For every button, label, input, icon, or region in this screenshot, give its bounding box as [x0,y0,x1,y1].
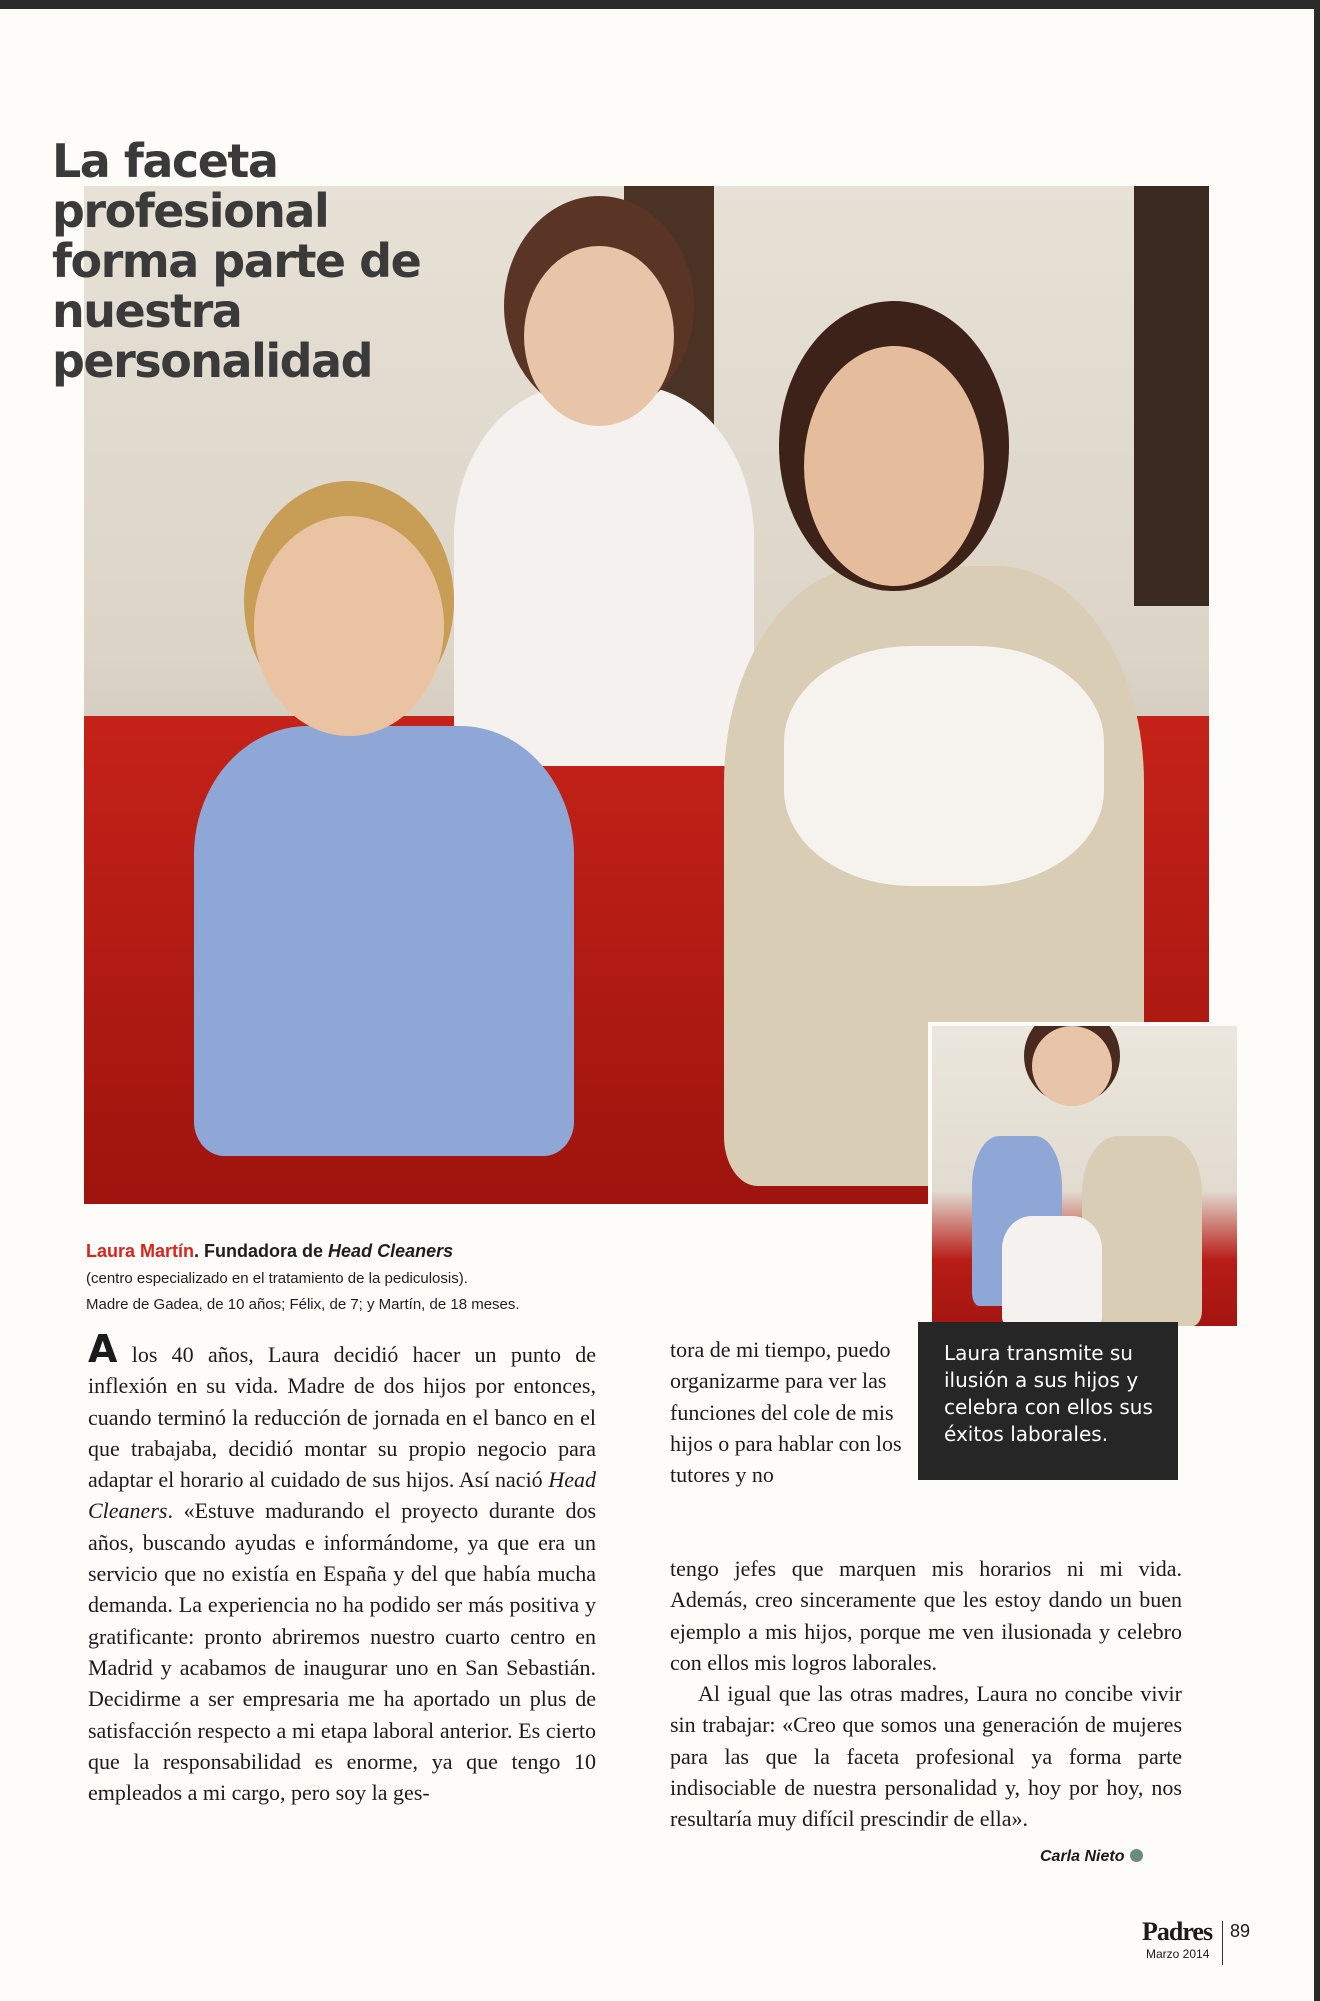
caption-company: Head Cleaners [328,1241,454,1261]
caption-role: . Fundadora de [194,1241,329,1261]
footer-divider [1222,1921,1223,1965]
caption-description: (centro especializado en el tratamiento de la pediculosis). [86,1270,468,1287]
article-column-right [670,1553,1182,1835]
end-mark-icon [1130,1849,1143,1862]
page-number: 89 [1230,1921,1251,1941]
author-signature [1040,1848,1143,1866]
issue-date: Marzo 2014 [1146,1947,1210,1961]
right-border [1314,0,1320,2001]
inset-photo [928,1022,1237,1326]
magazine-logo: Padres [1142,1917,1213,1946]
photo-boy [194,726,574,1156]
body-company-name: Head Cleaners [88,1467,596,1524]
photo-door-frame [1134,186,1209,606]
drop-cap: A [88,1327,118,1371]
inset-caption: Laura transmite su ilusión a sus hijos y celebra con ellos sus éxitos laborales. [918,1322,1178,1480]
photo-boy-head [254,516,444,736]
photo-mother-head [804,346,984,586]
photo-girl-head [524,246,674,426]
top-border [0,0,1320,9]
page-title: La faceta profesional forma parte de nuestra personalidad [52,134,421,388]
article-column-left [88,1327,596,1808]
inset-photo-girl [1032,1026,1112,1106]
body-paragraph: Al igual que las otras madres, Laura no concibe vivir sin trabajar: «Creo que somos una generación de mujeres para las que la faceta profesional ya forma parte indisociable de nuestra personalidad y, hoy por hoy, nos resultaría muy difícil prescindir de ella». [670,1681,1182,1832]
caption-children: Madre de Gadea, de 10 años; Félix, de 7; y Martín, de 18 meses. [86,1296,520,1313]
photo-girl [454,386,754,766]
body-text-left-1: los 40 años, Laura decidió hacer un punto de inflexión en su vida. Madre de dos hijos por entonces, cuando terminó la reducción de jornada en el banco en el que trabajaba, decidió montar su propio negocio para adaptar el horario al cuidado de sus hijos. Así nació [88,1342,596,1493]
photo-baby [784,646,1104,886]
inset-photo-baby [1002,1216,1102,1326]
article-column-mid: tora de mi tiempo, puedo organizarme para ver las funciones del cole de mis hijos o para hablar con los tutores y no [670,1337,902,1488]
photo-caption [86,1238,646,1318]
caption-name: Laura Martín [86,1241,195,1261]
body-text-left-2: . «Estuve madurando el proyecto durante dos años, buscando ayudas e informándome, ya que era un servicio que no existía en España y del que había mucha demanda. La experiencia no ha podido ser más positiva y gratificante: pronto abriremos nuestro cuarto centro en Madrid y acabamos de inaugurar uno en San Sebastián. Decidirme a ser empresaria me ha aportado un plus de satisfacción respecto a mi etapa laboral anterior. Es cierto que la responsabilidad es enorme, ya que tengo 10 empleados a mi cargo, pero soy la ges- [88,1498,596,1806]
author-name: Carla Nieto [1040,1848,1125,1865]
body-paragraph: tengo jefes que marquen mis horarios ni mi vida. Además, creo sinceramente que les estoy dando un buen ejemplo a mis hijos, porque me ven ilusionada y celebro con ellos mis logros laborales. [670,1556,1182,1675]
